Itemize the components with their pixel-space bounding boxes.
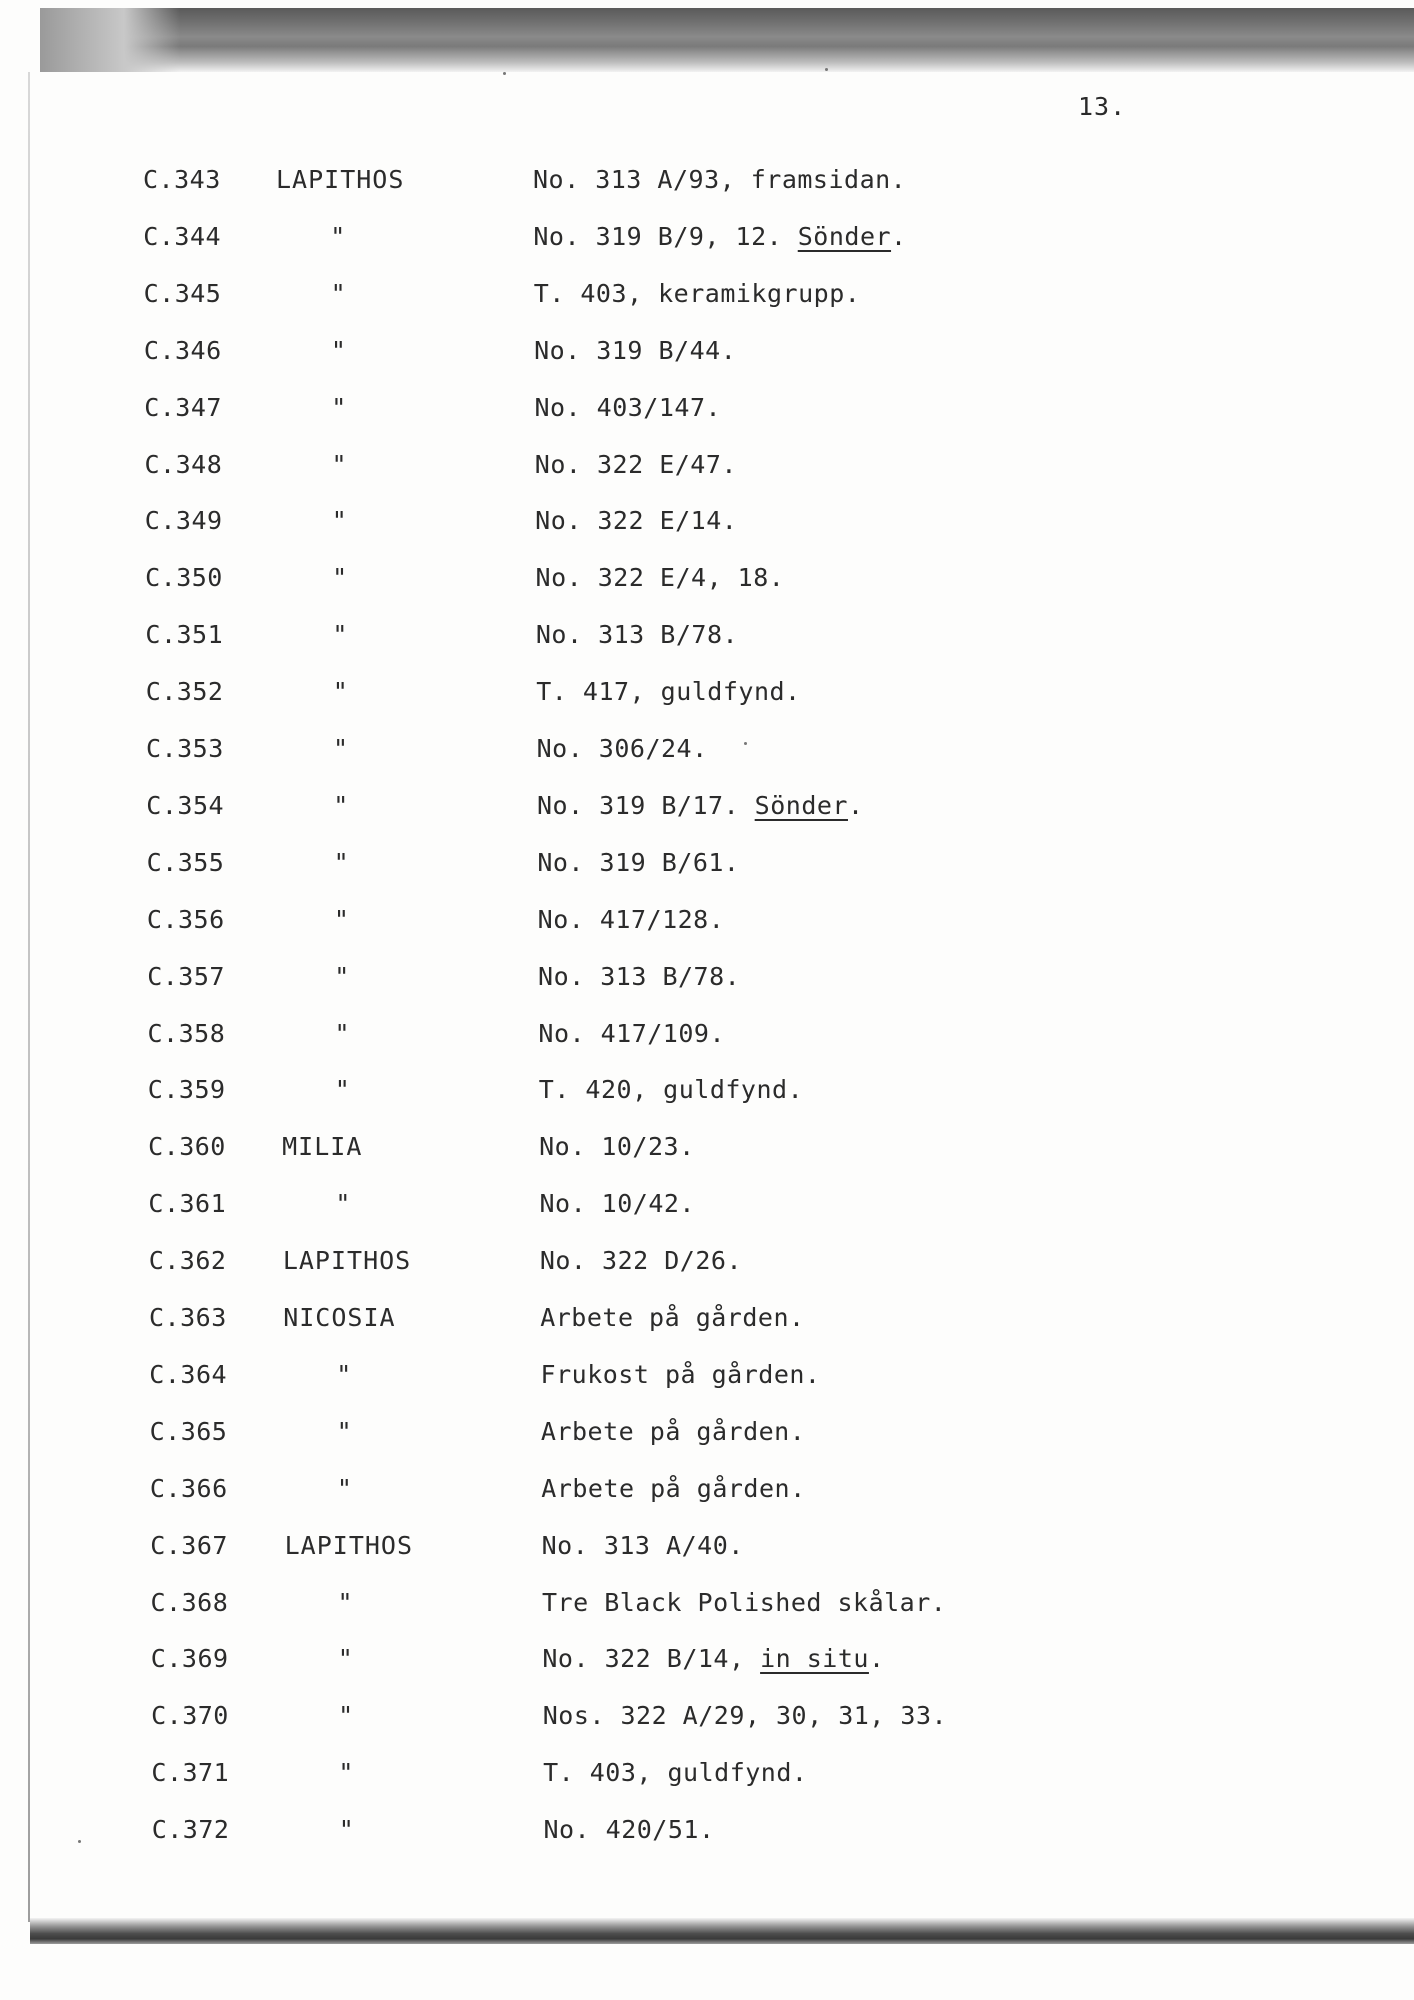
- entry-description: [539, 1132, 695, 1161]
- catalog-row: [0, 848, 1414, 884]
- catalog-row: [0, 1360, 1414, 1396]
- site-name: ": [332, 620, 349, 650]
- description-text: T. 417, guldfynd.: [536, 677, 801, 707]
- entry-description: [534, 279, 861, 308]
- catalog-row: [0, 1189, 1414, 1225]
- entry-description: [543, 1758, 807, 1787]
- catalog-row: [0, 1075, 1414, 1111]
- site-name: ": [332, 563, 349, 593]
- entry-description: [538, 962, 740, 991]
- catalog-number: C.366: [149, 1473, 228, 1503]
- description-text: No. 10/23.: [539, 1132, 695, 1162]
- entry-description: [537, 791, 864, 820]
- site-name: ": [334, 1018, 351, 1048]
- description-text: Nos. 322 A/29, 30, 31, 33.: [542, 1701, 948, 1731]
- catalog-number: C.348: [144, 449, 223, 479]
- description-text: No. 319 B/44.: [534, 335, 737, 365]
- catalog-row: [0, 1417, 1414, 1453]
- site-name: ": [330, 221, 347, 251]
- catalog-number: C.351: [145, 620, 224, 650]
- catalog-row: [0, 165, 1414, 201]
- entry-description: [540, 1303, 804, 1332]
- site-name: MILIA: [282, 1132, 363, 1162]
- catalog-row: [0, 1588, 1414, 1624]
- catalog-row: [0, 1474, 1414, 1510]
- entry-description: [537, 848, 739, 877]
- description-text: No. 322 E/4, 18.: [535, 563, 785, 593]
- description-text: Frukost på gården.: [540, 1359, 821, 1389]
- site-name: ": [330, 335, 347, 365]
- entry-description: [536, 563, 785, 592]
- site-name: ": [335, 1189, 352, 1219]
- catalog-number: C.346: [143, 335, 222, 365]
- catalog-number: C.355: [146, 847, 225, 877]
- entry-description: [539, 1075, 803, 1104]
- entry-description: [535, 450, 737, 479]
- catalog-number: C.356: [146, 904, 225, 934]
- catalog-number: C.363: [149, 1303, 227, 1332]
- description-text: No. 322 E/14.: [535, 506, 738, 536]
- site-name: ": [331, 506, 348, 536]
- underlined-note: Sönder: [797, 221, 892, 251]
- site-name: ": [337, 1587, 354, 1617]
- entry-description: [533, 222, 906, 251]
- site-name: LAPITHOS: [284, 1530, 414, 1560]
- entry-description: [541, 1360, 821, 1389]
- site-name: ": [334, 961, 351, 991]
- description-text: No. 322 D/26.: [539, 1246, 742, 1276]
- catalog-number: C.360: [148, 1132, 226, 1162]
- description-suffix: .: [868, 1644, 885, 1674]
- catalog-number: C.365: [149, 1416, 228, 1446]
- description-text: No. 403/147.: [534, 392, 722, 422]
- entry-description: [533, 165, 906, 194]
- entry-description: [542, 1531, 744, 1560]
- catalog-row: [0, 563, 1414, 599]
- page-number: 13.: [1078, 92, 1127, 121]
- description-text: Arbete på gården.: [540, 1303, 805, 1332]
- catalog-row: [0, 905, 1414, 941]
- catalog-number: C.354: [146, 790, 225, 820]
- catalog-row: [0, 393, 1414, 429]
- entry-description: [536, 620, 738, 649]
- catalog-row: [0, 1303, 1414, 1339]
- site-name: ": [333, 734, 350, 763]
- entry-description: [537, 734, 708, 763]
- catalog-row: [0, 620, 1414, 656]
- catalog-row: [0, 1246, 1414, 1282]
- catalog-number: C.370: [151, 1701, 229, 1731]
- catalog-number: C.344: [143, 221, 222, 251]
- entry-description: [534, 336, 736, 365]
- description-text: Arbete på gården.: [541, 1473, 806, 1503]
- entry-description: [541, 1474, 805, 1503]
- description-text: No. 322 E/47.: [534, 449, 737, 479]
- site-name: ": [333, 847, 350, 877]
- catalog-number: C.372: [151, 1815, 230, 1845]
- site-name: ": [338, 1701, 355, 1731]
- catalog-number: C.367: [150, 1530, 228, 1560]
- catalog-number: C.361: [148, 1189, 227, 1219]
- catalog-row: [0, 734, 1414, 770]
- underlined-note: in situ: [760, 1644, 869, 1674]
- site-name: ": [334, 1075, 351, 1105]
- entry-description: [538, 905, 725, 934]
- site-name: ": [331, 392, 348, 422]
- site-name: ": [333, 904, 350, 934]
- description-text: No. 417/109.: [538, 1018, 726, 1048]
- entry-description: [541, 1417, 805, 1446]
- catalog-row: [0, 1758, 1414, 1794]
- catalog-row: [0, 962, 1414, 998]
- catalog-number: C.369: [150, 1644, 229, 1674]
- catalog-row: [0, 1644, 1414, 1680]
- description-text: No. 313 B/78.: [535, 620, 739, 650]
- description-text: No. 319 B/9, 12.: [533, 221, 798, 251]
- catalog-row: [0, 1701, 1414, 1737]
- site-name: NICOSIA: [283, 1303, 396, 1332]
- description-text: Arbete på gården.: [540, 1416, 806, 1446]
- catalog-row: [0, 1531, 1414, 1567]
- description-text: No. 319 B/61.: [537, 847, 740, 877]
- site-name: ": [331, 449, 348, 479]
- site-name: ": [336, 1416, 353, 1446]
- entry-description: [539, 1189, 695, 1218]
- catalog-row: [0, 450, 1414, 486]
- site-name: LAPITHOS: [282, 1246, 412, 1276]
- entry-description: [543, 1701, 947, 1730]
- description-text: Tre Black Polished skålar.: [542, 1587, 947, 1617]
- catalog-number: C.364: [149, 1359, 228, 1389]
- catalog-number: C.357: [147, 961, 225, 991]
- entry-description: [540, 1246, 742, 1275]
- description-text: No. 306/24.: [536, 734, 708, 763]
- entry-description: [543, 1815, 714, 1844]
- entry-description: [542, 1588, 946, 1617]
- catalog-row: [0, 1132, 1414, 1168]
- description-suffix: .: [891, 221, 907, 251]
- site-name: LAPITHOS: [276, 165, 405, 194]
- catalog-row: [0, 1019, 1414, 1055]
- catalog-number: C.343: [143, 165, 221, 194]
- description-text: No. 319 B/17.: [536, 790, 755, 820]
- description-text: T. 403, keramikgrupp.: [533, 278, 861, 308]
- catalog-row: [0, 279, 1414, 315]
- catalog-number: C.349: [144, 506, 223, 536]
- catalog-number: C.345: [143, 278, 222, 308]
- description-text: No. 420/51.: [543, 1815, 715, 1845]
- entry-description: [542, 1644, 884, 1673]
- catalog-number: C.350: [145, 563, 223, 593]
- catalog-row: [0, 336, 1414, 372]
- description-text: No. 313 A/93, framsidan.: [533, 165, 907, 194]
- site-name: ": [336, 1359, 353, 1389]
- catalog-number: C.362: [148, 1246, 227, 1276]
- entry-description: [536, 677, 800, 706]
- site-name: ": [330, 278, 347, 308]
- catalog-number: C.368: [150, 1587, 229, 1617]
- site-name: ": [332, 677, 349, 707]
- description-text: No. 322 B/14,: [542, 1644, 761, 1674]
- catalog-row: [0, 791, 1414, 827]
- entry-description: [538, 1019, 725, 1048]
- description-text: T. 403, guldfynd.: [543, 1758, 808, 1788]
- description-text: No. 313 B/78.: [538, 961, 741, 991]
- catalog-number: C.353: [146, 734, 224, 763]
- description-text: No. 10/42.: [539, 1189, 695, 1219]
- catalog-row: [0, 222, 1414, 258]
- catalog-number: C.371: [151, 1758, 230, 1788]
- description-suffix: .: [847, 790, 864, 820]
- site-name: ": [333, 790, 350, 820]
- entry-description: [534, 393, 721, 422]
- description-text: No. 313 A/40.: [541, 1530, 744, 1560]
- catalog-row: [0, 677, 1414, 713]
- catalog-number: C.352: [145, 677, 224, 707]
- site-name: ": [337, 1644, 354, 1674]
- catalog-row: [0, 1815, 1414, 1851]
- catalog-number: C.358: [147, 1018, 226, 1048]
- underlined-note: Sönder: [754, 790, 848, 820]
- site-name: ": [336, 1473, 353, 1503]
- catalog-number: C.359: [147, 1075, 226, 1105]
- description-text: T. 420, guldfynd.: [538, 1075, 804, 1105]
- catalog-number: C.347: [144, 392, 222, 422]
- catalog-row: [0, 506, 1414, 542]
- entry-description: [535, 506, 737, 535]
- description-text: No. 417/128.: [537, 904, 725, 934]
- site-name: ": [338, 1758, 355, 1788]
- site-name: ": [338, 1815, 355, 1845]
